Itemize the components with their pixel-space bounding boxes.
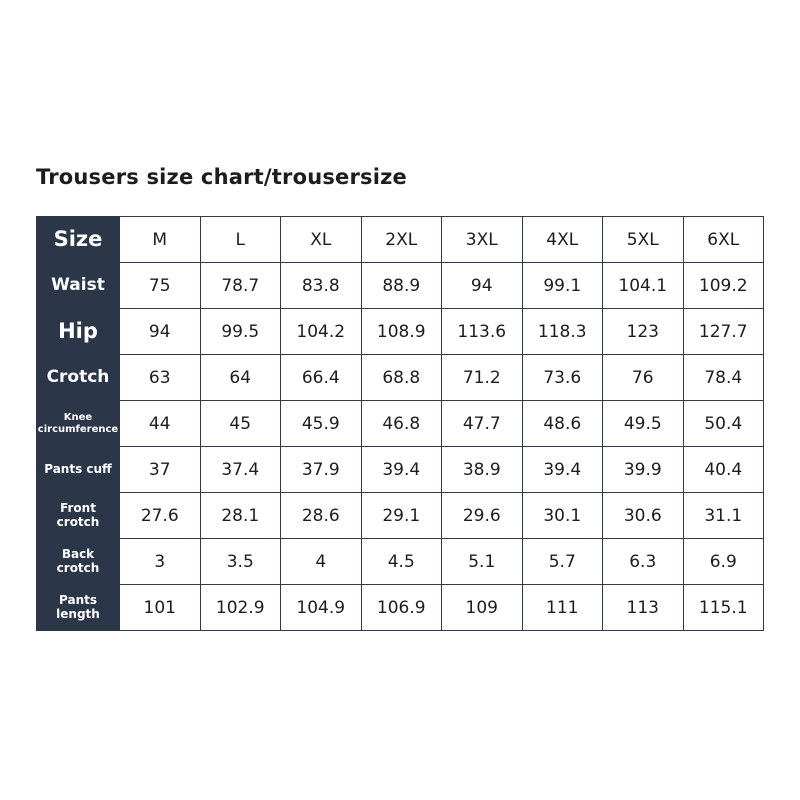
table-cell: 40.4 — [683, 447, 764, 493]
table-cell: 49.5 — [603, 401, 684, 447]
table-cell: 78.7 — [200, 263, 281, 309]
table-cell: 104.1 — [603, 263, 684, 309]
table-cell: 28.6 — [281, 493, 362, 539]
table-cell: 27.6 — [120, 493, 201, 539]
table-cell: 104.9 — [281, 585, 362, 631]
table-cell: 109.2 — [683, 263, 764, 309]
table-cell: 37 — [120, 447, 201, 493]
table-cell: 45 — [200, 401, 281, 447]
table-cell: 66.4 — [281, 355, 362, 401]
table-row — [37, 447, 764, 493]
table-cell: 46.8 — [361, 401, 442, 447]
table-cell: 29.1 — [361, 493, 442, 539]
table-cell: 6.9 — [683, 539, 764, 585]
table-cell: 28.1 — [200, 493, 281, 539]
row-header-front-crotch: Front crotch — [37, 493, 120, 539]
table-cell: 115.1 — [683, 585, 764, 631]
table-cell: 4.5 — [361, 539, 442, 585]
table-cell: 94 — [120, 309, 201, 355]
table-cell: 50.4 — [683, 401, 764, 447]
table-cell: 4 — [281, 539, 362, 585]
table-cell: 30.1 — [522, 493, 603, 539]
table-cell: 88.9 — [361, 263, 442, 309]
table-cell: 73.6 — [522, 355, 603, 401]
table-cell: 31.1 — [683, 493, 764, 539]
table-cell: 71.2 — [442, 355, 523, 401]
table-cell: 4XL — [522, 217, 603, 263]
table-cell: 99.5 — [200, 309, 281, 355]
table-cell: 6.3 — [603, 539, 684, 585]
table-cell: 127.7 — [683, 309, 764, 355]
table-cell: L — [200, 217, 281, 263]
table-cell: 104.2 — [281, 309, 362, 355]
table-cell: 38.9 — [442, 447, 523, 493]
table-cell: 29.6 — [442, 493, 523, 539]
table-cell: 75 — [120, 263, 201, 309]
row-header-waist: Waist — [37, 263, 120, 309]
table-row — [37, 401, 764, 447]
table-row — [37, 309, 764, 355]
table-cell: 101 — [120, 585, 201, 631]
table-cell: 94 — [442, 263, 523, 309]
table-cell: 113 — [603, 585, 684, 631]
table-row — [37, 355, 764, 401]
table-cell: 3 — [120, 539, 201, 585]
table-cell: 111 — [522, 585, 603, 631]
row-header-size: Size — [37, 217, 120, 263]
table-row — [37, 217, 764, 263]
table-cell: 39.4 — [361, 447, 442, 493]
table-cell: 37.9 — [281, 447, 362, 493]
table-cell: 5XL — [603, 217, 684, 263]
row-header-pants-cuff: Pants cuff — [37, 447, 120, 493]
table-cell: 3.5 — [200, 539, 281, 585]
table-cell: 48.6 — [522, 401, 603, 447]
table-cell: 108.9 — [361, 309, 442, 355]
table-cell: 113.6 — [442, 309, 523, 355]
table-cell: 76 — [603, 355, 684, 401]
table-cell: 45.9 — [281, 401, 362, 447]
table-cell: 78.4 — [683, 355, 764, 401]
table-cell: 37.4 — [200, 447, 281, 493]
table-cell: 5.7 — [522, 539, 603, 585]
row-header-pants-length: Pants length — [37, 585, 120, 631]
row-header-back-crotch: Back crotch — [37, 539, 120, 585]
table-cell: 102.9 — [200, 585, 281, 631]
table-row — [37, 263, 764, 309]
table-cell: 118.3 — [522, 309, 603, 355]
table-row — [37, 585, 764, 631]
table-cell: 83.8 — [281, 263, 362, 309]
table-row — [37, 539, 764, 585]
table-cell: 63 — [120, 355, 201, 401]
row-header-knee-circumference: Knee circumference — [37, 401, 120, 447]
trousers-size-table — [36, 216, 764, 631]
table-cell: 30.6 — [603, 493, 684, 539]
table-cell: 64 — [200, 355, 281, 401]
table-cell: 123 — [603, 309, 684, 355]
table-cell: 3XL — [442, 217, 523, 263]
row-header-hip: Hip — [37, 309, 120, 355]
table-cell: XL — [281, 217, 362, 263]
table-cell: 44 — [120, 401, 201, 447]
table-cell: 2XL — [361, 217, 442, 263]
table-row — [37, 493, 764, 539]
row-header-crotch: Crotch — [37, 355, 120, 401]
table-cell: 109 — [442, 585, 523, 631]
page-title: Trousers size chart/trousersize — [36, 165, 408, 189]
table-cell: M — [120, 217, 201, 263]
table-cell: 5.1 — [442, 539, 523, 585]
table-cell: 39.4 — [522, 447, 603, 493]
table-cell: 106.9 — [361, 585, 442, 631]
table-cell: 39.9 — [603, 447, 684, 493]
table-cell: 47.7 — [442, 401, 523, 447]
table-cell: 6XL — [683, 217, 764, 263]
table-cell: 68.8 — [361, 355, 442, 401]
table-cell: 99.1 — [522, 263, 603, 309]
